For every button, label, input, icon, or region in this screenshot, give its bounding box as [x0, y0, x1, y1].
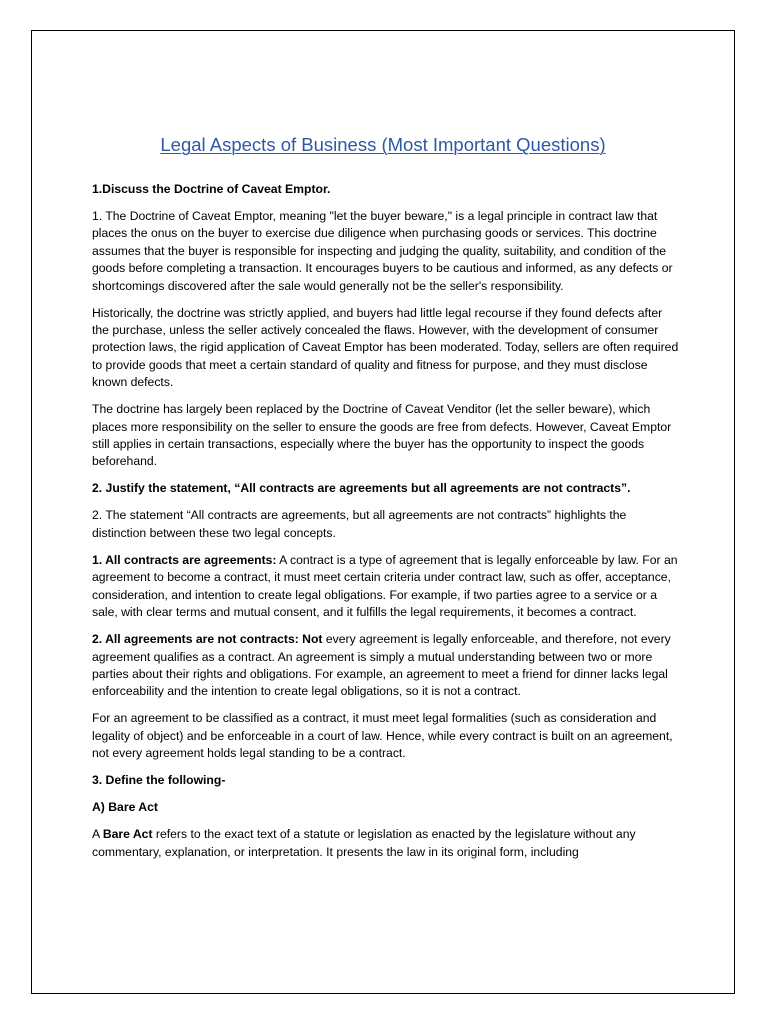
bare-act-term: Bare Act	[102, 827, 153, 842]
question-2-point-2	[92, 631, 682, 701]
question-3-subheading: A) Bare Act	[92, 800, 158, 815]
document-body	[92, 181, 682, 871]
document-title: Legal Aspects of Business (Most Important Questions)	[160, 134, 606, 155]
question-1-paragraph-3: The doctrine has largely been replaced by the Doctrine of Caveat Venditor (let the seller beware), which places more responsibility on the seller to ensure the goods are free from defects. However, Caveat Emptor still applies in certain transactions, especially where the buyer has the opportunity to inspect the goods beforehand.	[92, 402, 672, 469]
question-2-point-1	[92, 552, 682, 622]
point-2-label: 2. All agreements are not contracts: Not	[92, 632, 323, 647]
point-1-label: 1. All contracts are agreements:	[92, 552, 277, 567]
question-2-heading: 2. Justify the statement, “All contracts are agreements but all agreements are not contracts”.	[92, 481, 631, 496]
question-1-paragraph-1: 1. The Doctrine of Caveat Emptor, meaning "let the buyer beware," is a legal principle in contract law that places the onus on the buyer to exercise due diligence when purchasing goods or services. This doctrine assumes that the buyer is responsible for inspecting and judging the quality, suitability, and condition of the goods before completing a transaction. It encourages buyers to be cautious and informed, as any defects or shortcomings discovered after the sale would generally not be the seller's responsibility.	[92, 209, 673, 293]
bare-act-prefix: A	[92, 827, 103, 842]
question-1-heading: 1.Discuss the Doctrine of Caveat Emptor.	[92, 182, 331, 196]
question-1-paragraph-2: Historically, the doctrine was strictly applied, and buyers had little legal recourse if they found defects after the purchase, unless the seller actively concealed the flaws. However, with the development of consumer protection laws, the rigid application of Caveat Emptor has been moderated. Today, sellers are often required to provide goods that meet a certain standard of quality and fitness for purpose, and they must disclose known defects.	[92, 305, 679, 390]
question-2-paragraph-1: 2. The statement “All contracts are agreements, but all agreements are not contracts” highlights the distinction between these two legal concepts.	[92, 508, 627, 540]
question-3-paragraph	[92, 826, 682, 861]
bare-act-text: refers to the exact text of a statute or legislation as enacted by the legislature without any commentary, explanation, or interpretation. It presents the law in its original form, including	[92, 827, 636, 859]
point-1-text: A contract is a type of agreement that is legally enforceable by law. For an agreement to become a contract, it must meet certain criteria under contract law, such as offer, acceptance, consideration, and intention to create legal obligations. For example, if two parties agree to a service or a sale, with clear terms and mutual consent, and it fulfills the legal requirements, it becomes a contract.	[92, 552, 678, 620]
point-2-text: every agreement is legally enforceable, and therefore, not every agreement qualifies as a contract. An agreement is simply a mutual understanding between two or more parties about their rights and obligations. For example, an agreement to meet a friend for dinner lacks legal enforceability and the intention to create legal obligations, so it is not a contract.	[92, 632, 671, 699]
question-2-paragraph-last: For an agreement to be classified as a contract, it must meet legal formalities (such as consideration and legality of object) and be enforceable in a court of law. Hence, while every contract is built on an agreement, not every agreement holds legal standing to be a contract.	[92, 711, 673, 761]
question-3-heading: 3. Define the following-	[92, 773, 226, 788]
